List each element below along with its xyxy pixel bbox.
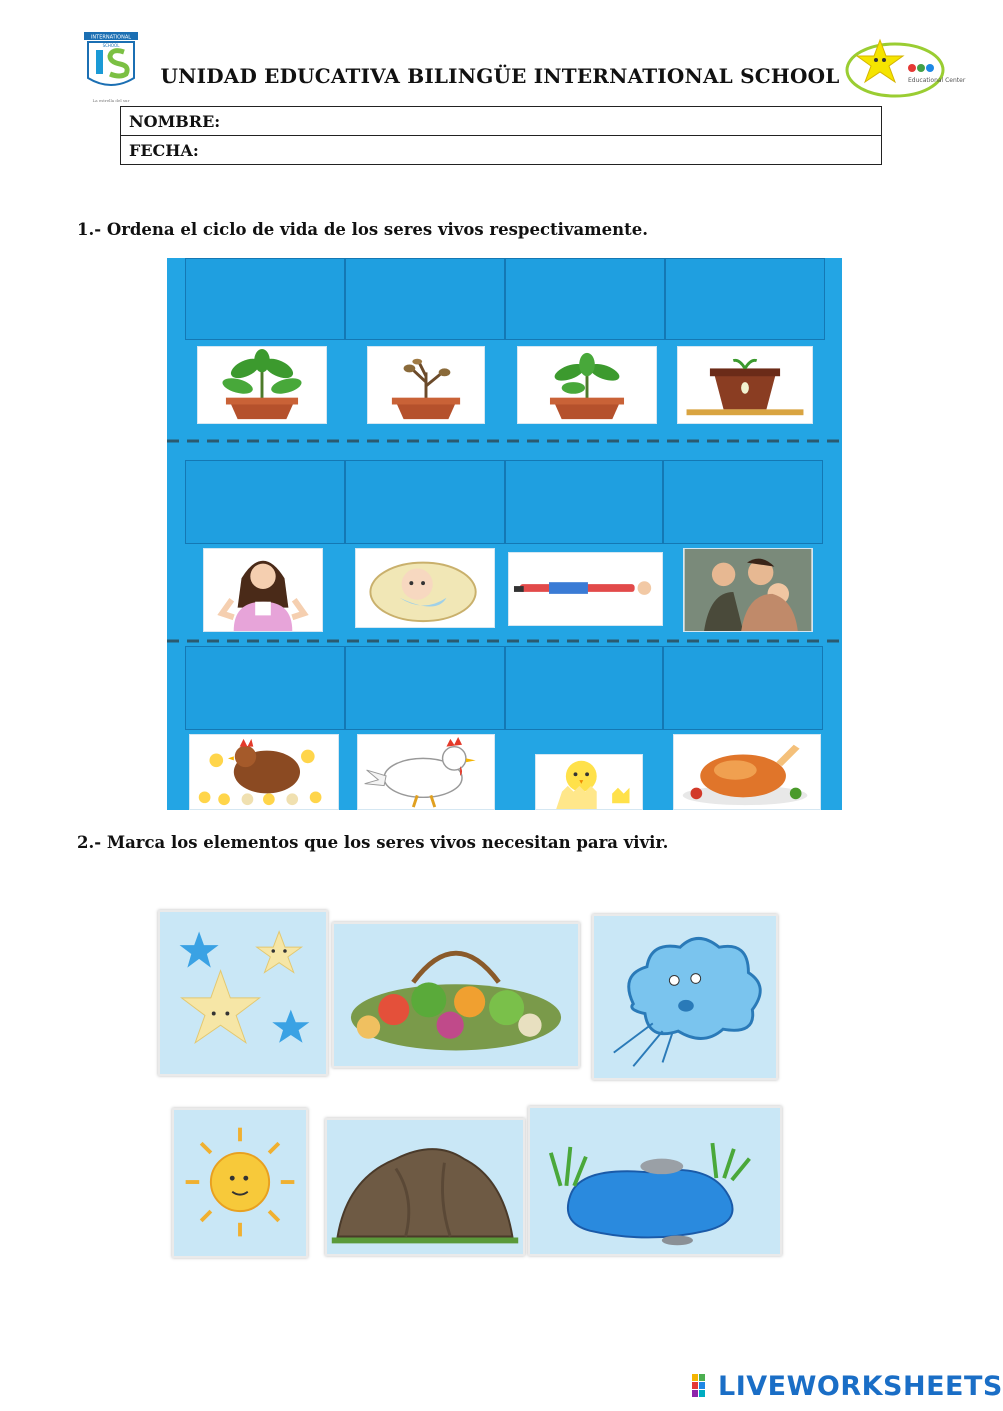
drop-slot[interactable] [663,460,823,544]
logo-top-text: INTERNATIONAL [90,34,132,41]
liveworksheets-brand [690,1368,1003,1404]
drop-slot[interactable] [505,258,665,340]
person-lying-icon[interactable] [508,552,663,626]
plant-dead-icon[interactable] [367,346,485,424]
question-1-title: 1.- Ordena el ciclo de vida de los seres vivos respectivamente. [77,220,648,239]
sun-icon[interactable] [172,1108,308,1258]
date-field[interactable] [121,136,882,165]
student-info-table [120,106,882,165]
drop-slot[interactable] [663,646,823,730]
family-icon[interactable] [683,548,813,632]
drop-slot[interactable] [185,646,345,730]
water-pond-icon[interactable] [528,1106,782,1256]
chick-icon[interactable] [535,754,643,810]
plant-young-icon[interactable] [517,346,657,424]
drop-slot[interactable] [345,646,505,730]
life-cycle-panel [167,258,842,810]
drop-slot[interactable] [185,258,345,340]
date-label: FECHA: [129,140,199,160]
drop-slot[interactable] [665,258,825,340]
school-logo-right [840,34,966,102]
logo-motto: La estrella del sur [92,98,130,103]
drop-slot[interactable] [345,258,505,340]
name-field[interactable] [121,107,882,136]
liveworksheets-logo-icon [690,1372,714,1400]
school-logo-left [80,30,142,106]
hen-chicks-icon[interactable] [189,734,339,810]
name-label: NOMBRE: [129,111,221,131]
drop-slot[interactable] [505,460,663,544]
school-title: UNIDAD EDUCATIVA BILINGÜE INTERNATIONAL SCHOOL [160,64,840,88]
rock-icon[interactable] [325,1118,525,1256]
drop-slot[interactable] [185,460,345,544]
wind-cloud-icon[interactable] [592,914,778,1080]
brand-text: LIVEWORKSHEETS [718,1370,1003,1402]
seed-pot-icon[interactable] [677,346,813,424]
drop-slot[interactable] [505,646,663,730]
baby-icon[interactable] [355,548,495,628]
roast-chicken-icon[interactable] [673,734,821,810]
stars-icon[interactable] [158,910,328,1076]
logo-sub-text: SCHOOL [102,43,120,48]
rooster-icon[interactable] [357,734,495,810]
food-basket-icon[interactable] [332,922,580,1068]
woman-icon[interactable] [203,548,323,632]
question-2-title: 2.- Marca los elementos que los seres vivos necesitan para vivir. [77,833,669,852]
drop-slot[interactable] [345,460,505,544]
plant-grown-icon[interactable] [197,346,327,424]
logo-right-text: Educational Center [908,77,966,84]
